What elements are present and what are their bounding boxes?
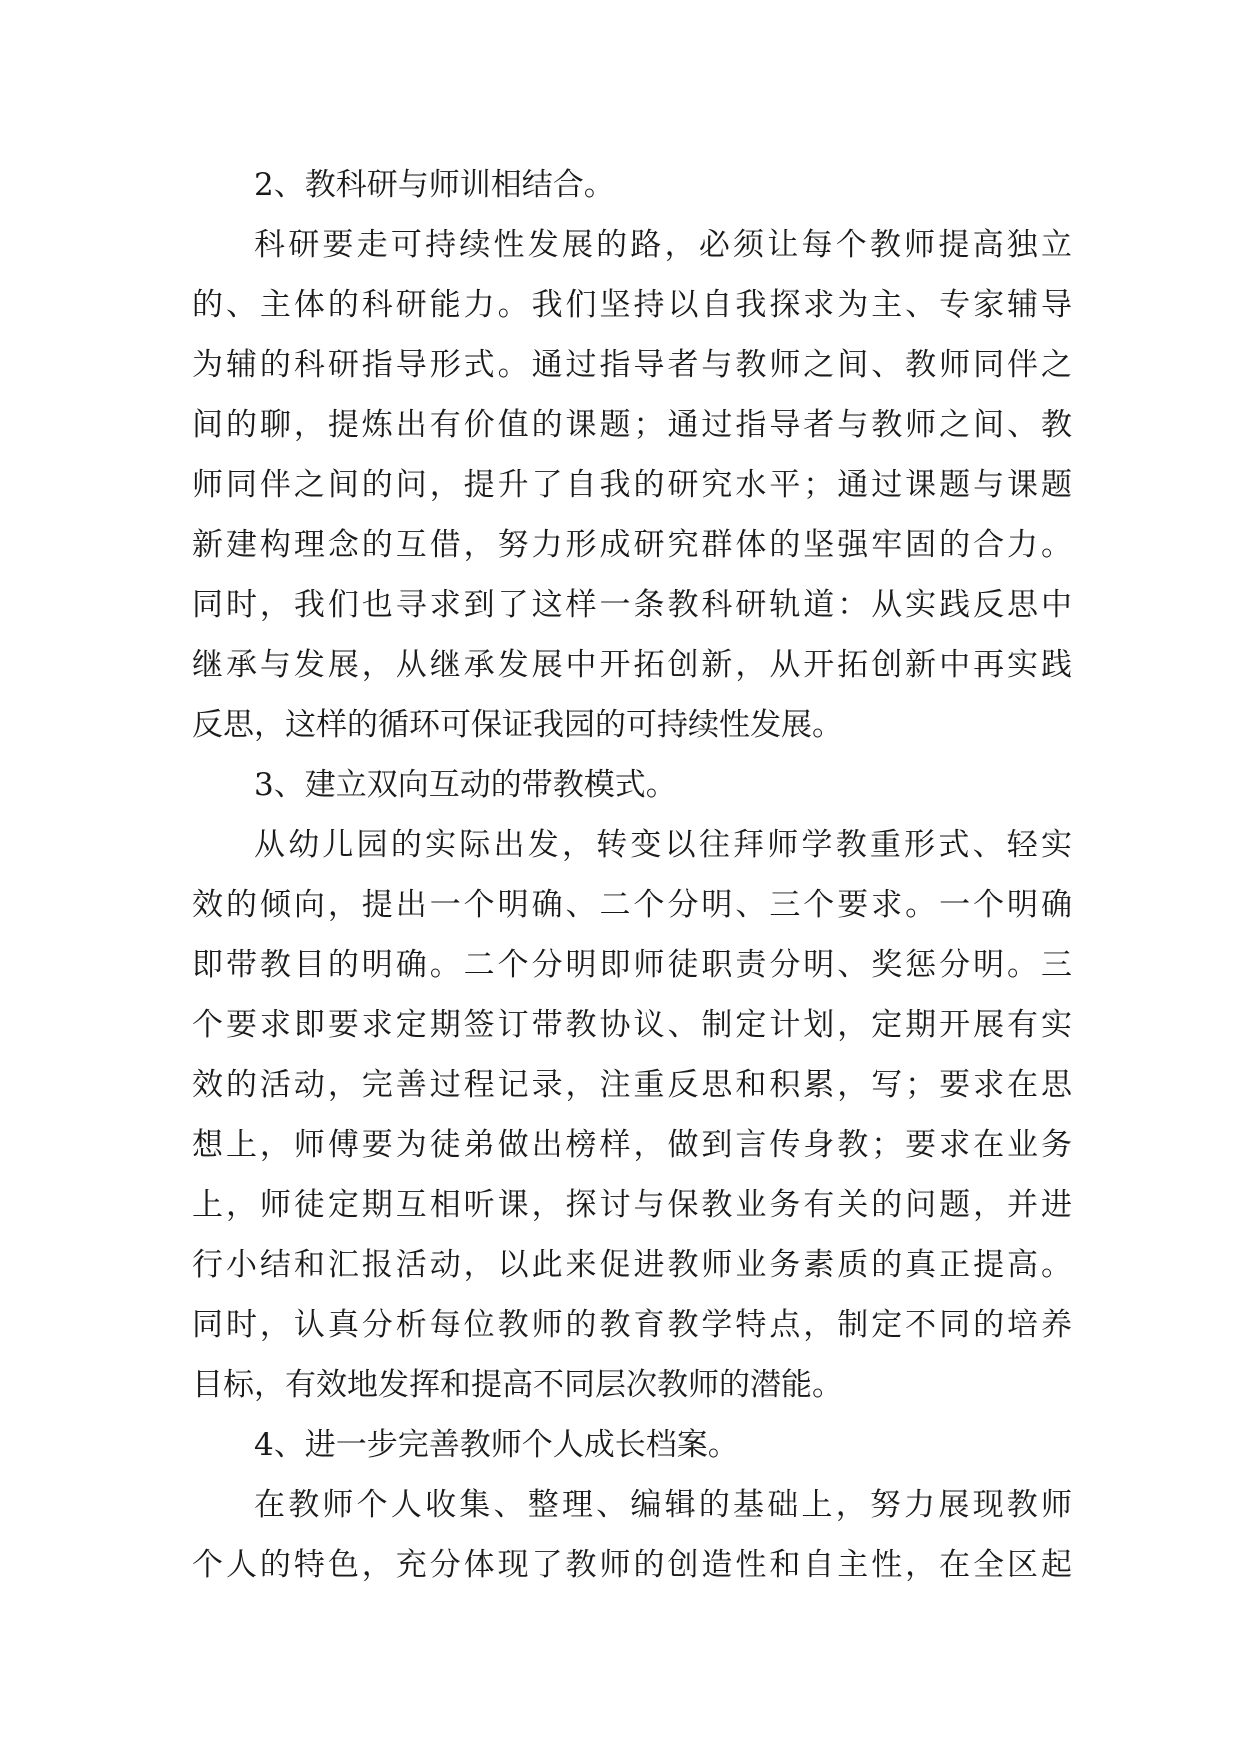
text-line: 4、进一步完善教师个人成长档案。 [254,1427,739,1463]
text-line: 效的倾向，提出一个明确、二个分明、三个要求。一个明确 [192,887,1072,923]
text-line: 师同伴之间的问，提升了自我的研究水平；通过课题与课题 [192,467,1072,503]
text-line: 在教师个人收集、整理、编辑的基础上，努力展现教师 [254,1487,1072,1523]
text-line: 科研要走可持续性发展的路，必须让每个教师提高独立 [254,227,1072,263]
text-line: 个要求即要求定期签订带教协议、制定计划，定期开展有实 [192,1007,1072,1043]
text-line: 同时，我们也寻求到了这样一条教科研轨道：从实践反思中 [192,587,1072,623]
text-line: 为辅的科研指导形式。通过指导者与教师之间、教师同伴之 [192,347,1072,383]
text-line: 同时，认真分析每位教师的教育教学特点，制定不同的培养 [192,1307,1072,1343]
document-body [192,155,1072,1595]
text-line: 新建构理念的互借，努力形成研究群体的坚强牢固的合力。 [192,527,1072,563]
text-line: 行小结和汇报活动，以此来促进教师业务素质的真正提高。 [192,1247,1072,1283]
text-line: 3、建立双向互动的带教模式。 [254,767,677,803]
text-line: 上，师徒定期互相听课，探讨与保教业务有关的问题，并进 [192,1187,1072,1223]
text-line: 从幼儿园的实际出发，转变以往拜师学教重形式、轻实 [254,827,1072,863]
text-line: 间的聊，提炼出有价值的课题；通过指导者与教师之间、教 [192,407,1072,443]
text-line: 2、教科研与师训相结合。 [254,167,615,203]
text-line: 想上，师傅要为徒弟做出榜样，做到言传身教；要求在业务 [192,1127,1072,1163]
text-line: 继承与发展，从继承发展中开拓创新，从开拓创新中再实践 [192,647,1072,683]
text-line: 反思，这样的循环可保证我园的可持续性发展。 [192,707,843,743]
text-line: 目标，有效地发挥和提高不同层次教师的潜能。 [192,1367,843,1403]
text-line: 个人的特色，充分体现了教师的创造性和自主性，在全区起 [192,1547,1072,1583]
text-line: 效的活动，完善过程记录，注重反思和积累，写；要求在思 [192,1067,1072,1103]
text-line: 的、主体的科研能力。我们坚持以自我探求为主、专家辅导 [192,287,1072,323]
text-line: 即带教目的明确。二个分明即师徒职责分明、奖惩分明。三 [192,947,1072,983]
